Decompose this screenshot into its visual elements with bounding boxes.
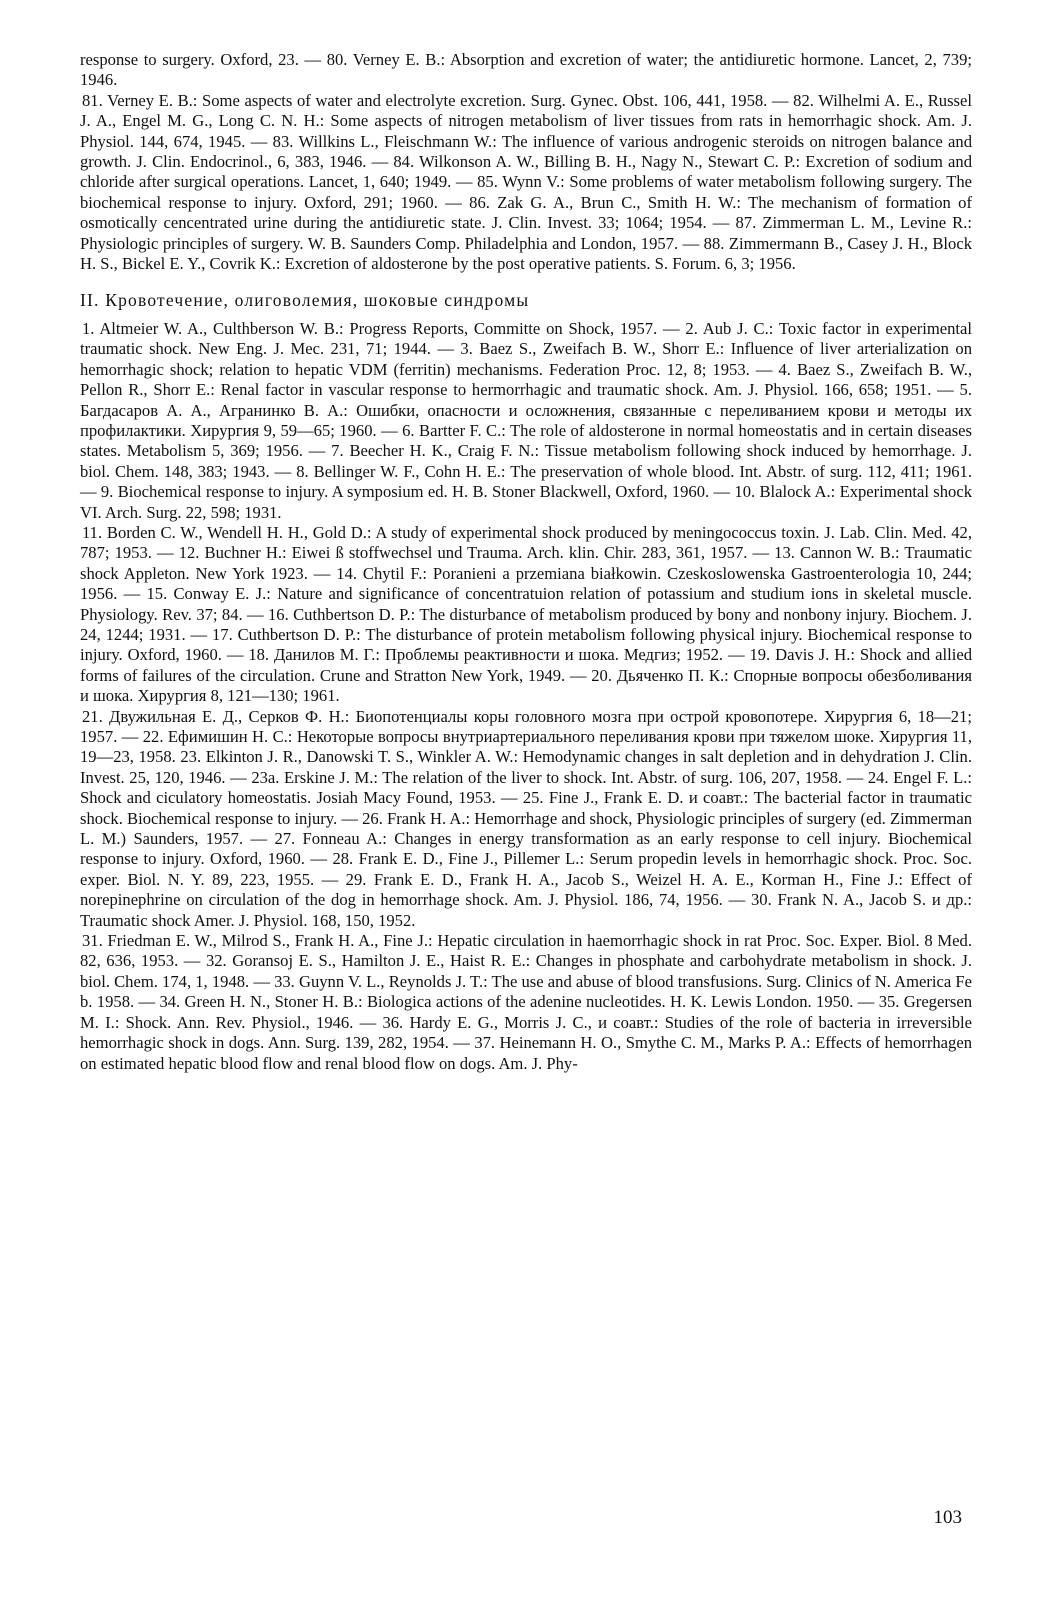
section-heading: II. Кровотечение, олиговолемия, шоковые синдромы [80, 290, 530, 311]
reference-paragraph: 1. Altmeier W. A., Culthberson W. B.: Progress Reports, Committe on Shock, 1957. — 2. Aub J. C.: Toxic factor in experimental traumatic shock. New Eng. J. Mec. 231, 71; 1944. — 3. Baez S., Zweifach B. W., Shorr E.: Influence of liver arterialization on hemorrhagic shock; relation to hepatic VDM (ferritin) mechanisms. Federation Proc. 12, 8; 1953. — 4. Baez S., Zweifach B. W., Pellon R., Shorr E.: Renal factor in vascular response to hermorrhagic and traumatic shock. Am. J. Physiol. 166, 658; 1951. — 5. Багдасаров А. А., Агранинко В. А.: Ошибки, опасности и осложнения, связанные с переливанием крови и методы их профилактики. Хирургия 9, 59—65; 1960. — 6. Bartter F. C.: The role of aldosterone in normal homeostatis and in certain diseases states. Metabolism 5, 369; 1956. — 7. Beecher H. K., Craig F. N.: Tissue metabolism following shock induced by hemorrhage. J. biol. Chem. 148, 383; 1943. — 8. Bellinger W. F., Cohn H. E.: The preservation of whole blood. Int. Abstr. of surg. 112, 411; 1961. — 9. Biochemical response to injury. A symposium ed. H. B. Stoner Blackwell, Oxford, 1960. — 10. Blalock A.: Experimental shock VI. Arch. Surg. 22, 598; 1931. [80, 318, 972, 522]
bibliography-page [80, 50, 972, 1074]
reference-paragraph: 21. Двужильная Е. Д., Серков Ф. Н.: Биопотенциалы коры головного мозга при острой кровопотере. Хирургия 6, 18—21; 1957. — 22. Ефимишин Н. С.: Некоторые вопросы внутриартериального переливания крови при тяжелом шоке. Хирургия 11, 19—23, 1958. 23. Elkinton J. R., Danowski T. S., Winkler A. W.: Hemodynamic changes in salt depletion and in dehydration J. Clin. Invest. 25, 120, 1946. — 23a. Erskine J. M.: The relation of the liver to shock. Int. Abstr. of surg. 106, 207, 1958. — 24. Engel F. L.: Shock and ciculatory homeostatis. Josiah Macy Found, 1953. — 25. Fine J., Frank E. D. и соавт.: The bacterial factor in traumatic shock. Biochemical response to injury. — 26. Frank H. A.: Hemorrhage and shock, Physiologic principles of surgery (ed. Zimmerman L. M.) Saunders, 1957. — 27. Fonneau A.: Changes in energy transformation as an early response to cell injury. Biochemical response to injury. Oxford, 1960. — 28. Frank E. D., Fine J., Pillemer L.: Serum propedin levels in hemorrhagic shock. Proc. Soc. exper. Biol. N. Y. 89, 223, 1955. — 29. Frank E. D., Frank H. A., Jacob S., Weizel H. A. E., Korman H., Fine J.: Effect of norepinephrine on circulation of the dog in hemorrhage shock. Am. J. Physiol. 186, 74, 1956. — 30. Frank N. A., Jacob S. и др.: Traumatic shock Amer. J. Physiol. 168, 150, 1952. [80, 706, 972, 930]
reference-paragraph: 31. Friedman E. W., Milrod S., Frank H. A., Fine J.: Hepatic circulation in haemorrhagic shock in rat Proc. Soc. Exper. Biol. 8 Med. 82, 636, 1953. — 32. Goransoj E. S., Hamilton J. E., Haist R. E.: Changes in phosphate and carbohydrate metabolism in shock. J. biol. Chem. 174, 1, 1948. — 33. Guynn V. L., Reynolds J. T.: The use and abuse of blood transfusions. Surg. Clinics of N. America Fe b. 1958. — 34. Green H. N., Stoner H. B.: Biologica actions of the adenine nucleotides. H. K. Lewis London. 1950. — 35. Gregersen M. I.: Shock. Ann. Rev. Physiol., 1946. — 36. Hardy E. G., Morris J. C., и соавт.: Studies of the role of bacteria in irreversible hemorrhagic shock in dogs. Ann. Surg. 139, 282, 1954. — 37. Heinemann H. O., Smythe C. M., Marks P. A.: Effects of hemorrhagen on estimated hepatic blood flow and renal blood flow on dogs. Am. J. Phy- [80, 931, 972, 1073]
reference-paragraph: 11. Borden C. W., Wendell H. H., Gold D.: A study of experimental shock produced by meningococcus toxin. J. Lab. Clin. Med. 42, 787; 1953. — 12. Buchner H.: Eiwei ß stoffwechsel und Trauma. Arch. klin. Chir. 283, 361, 1957. — 13. Cannon W. B.: Traumatic shock Appleton. New York 1923. — 14. Chytil F.: Poranieni a przemiana białkowin. Czeskoslowenska Gastroenterologia 10, 244; 1956. — 15. Conway E. J.: Nature and significance of concentratuion relation of potassium and studium ions in skeletal muscle. Physiology. Rev. 37; 84. — 16. Cuthbertson D. P.: The disturbance of metabolism produced by bony and nonbony injury. Biochem. J. 24, 1244; 1931. — 17. Cuthbertson D. P.: The disturbance of protein metabolism following physical injury. Biochemical response to injury. Oxford, 1960. — 18. Данилов М. Г.: Проблемы реактивности и шока. Медгиз; 1952. — 19. Davis J. H.: Shock and allied forms of failures of the circulation. Crune and Stratton New York, 1949. — 20. Дьяченко П. К.: Спорные вопросы обезболивания и шока. Хирургия 8, 121—130; 1961. [80, 522, 972, 706]
page-number: 103 [933, 1507, 962, 1528]
reference-paragraph: 81. Verney E. B.: Some aspects of water and electrolyte excretion. Surg. Gynec. Obst. 106, 441, 1958. — 82. Wilhelmi A. E., Russel J. A., Engel M. G., Long C. N. H.: Some aspects of nitrogen metabolism of liver tissues from rats in hemorrhagic shock. Am. J. Physiol. 144, 674, 1945. — 83. Willkins L., Fleischmann W.: The influence of various androgenic steroids on nitrogen balance and growth. J. Clin. Endocrinol., 6, 383, 1946. — 84. Wilkonson A. W., Billing B. H., Nagy N., Stewart C. P.: Excretion of sodium and chloride after surgical operations. Lancet, 1, 640; 1949. — 85. Wynn V.: Some problems of water metabolism following surgery. The biochemical response to injury. Oxford, 291; 1960. — 86. Zak G. A., Brun C., Smith H. W.: The mechanism of formation of osmotically cencentrated urine during the antidiuretic state. J. Clin. Invest. 33; 1064; 1954. — 87. Zimmerman L. M., Levine R.: Physiologic principles of surgery. W. B. Saunders Comp. Philadelphia and London, 1957. — 88. Zimmermann B., Casey J. H., Block H. S., Bickel E. Y., Covrik K.: Excretion of aldosterone by the post operative patients. S. Forum. 6, 3; 1956. [80, 90, 972, 274]
reference-paragraph: response to surgery. Oxford, 23. — 80. Verney E. B.: Absorption and excretion of water; the antidiuretic hormone. Lancet, 2, 739; 1946. [80, 50, 972, 90]
